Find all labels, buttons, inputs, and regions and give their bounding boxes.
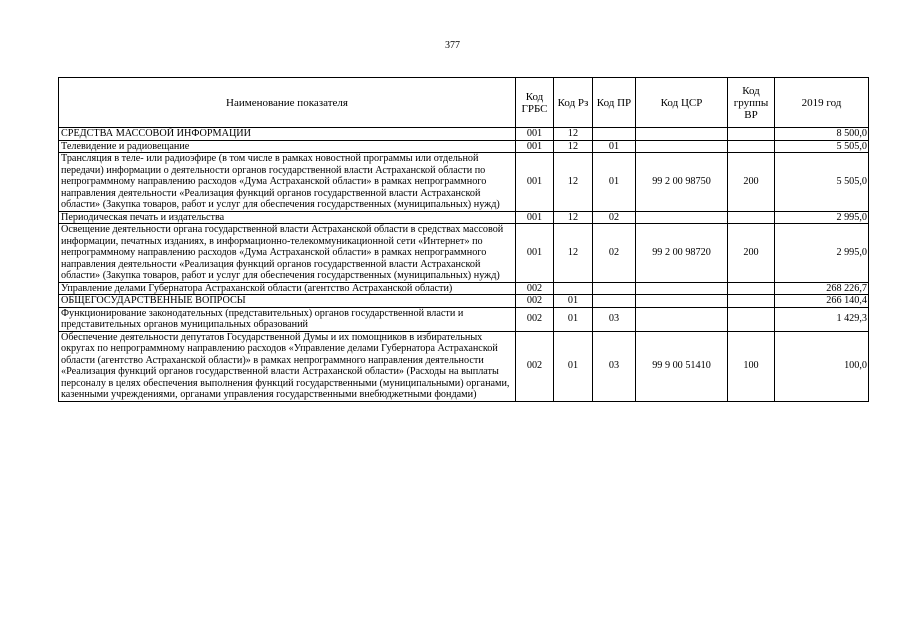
row-csr: 99 2 00 98750: [636, 153, 728, 212]
row-vr: 100: [728, 331, 775, 401]
header-csr: Код ЦСР: [636, 78, 728, 128]
row-rz: 12: [554, 224, 593, 283]
row-pr: 02: [593, 224, 636, 283]
row-rz: 01: [554, 307, 593, 331]
row-rz: 12: [554, 140, 593, 153]
row-csr: 99 2 00 98720: [636, 224, 728, 283]
row-rz: 12: [554, 153, 593, 212]
row-rz: 12: [554, 128, 593, 141]
row-vr: [728, 211, 775, 224]
row-pr: 02: [593, 211, 636, 224]
row-amount: 266 140,4: [775, 295, 869, 308]
table-row: [59, 307, 869, 331]
row-vr: [728, 128, 775, 141]
row-name: ОБЩЕГОСУДАРСТВЕННЫЕ ВОПРОСЫ: [59, 295, 516, 308]
row-name: Освещение деятельности органа государственной власти Астраханской области в средствах массовой информации, печатных изданиях, в информационно-телекоммуникационной сети «Интернет» по непрограммному направлению расходов «Дума Астраханской области» в рамках непрограммного направления деятельности «Реализация функций органов государственной власти Астраханской области» (Закупка товаров, работ и услуг для обеспечения государственных (муниципальных) нужд): [59, 224, 516, 283]
row-csr: [636, 307, 728, 331]
row-name: СРЕДСТВА МАССОВОЙ ИНФОРМАЦИИ: [59, 128, 516, 141]
row-rz: 01: [554, 331, 593, 401]
row-vr: [728, 282, 775, 295]
row-grbs: 001: [516, 211, 554, 224]
header-grbs: Код ГРБС: [516, 78, 554, 128]
row-amount: 2 995,0: [775, 224, 869, 283]
row-grbs: 001: [516, 140, 554, 153]
row-pr: 01: [593, 140, 636, 153]
row-csr: [636, 140, 728, 153]
row-csr: [636, 211, 728, 224]
row-amount: 2 995,0: [775, 211, 869, 224]
table-row: [59, 331, 869, 401]
table-row: [59, 211, 869, 224]
row-pr: [593, 128, 636, 141]
row-csr: 99 9 00 51410: [636, 331, 728, 401]
table-row: [59, 224, 869, 283]
row-vr: 200: [728, 224, 775, 283]
row-csr: [636, 295, 728, 308]
header-name: Наименование показателя: [59, 78, 516, 128]
row-pr: [593, 282, 636, 295]
row-name: Трансляция в теле- или радиоэфире (в том числе в рамках новостной программы или отдельной передачи) информации о деятельности органов государственной власти Астраханской области по непрограммному направлению расходов «Дума Астраханской области» в рамках непрограммного направления деятельности «Реализация функций органов государственной власти Астраханской области» (Закупка товаров, работ и услуг для обеспечения государственных (муниципальных) нужд): [59, 153, 516, 212]
row-pr: [593, 295, 636, 308]
row-amount: 100,0: [775, 331, 869, 401]
row-vr: [728, 295, 775, 308]
row-pr: 03: [593, 307, 636, 331]
row-name: Функционирование законодательных (представительных) органов государственной власти и представительных органов муниципальных образований: [59, 307, 516, 331]
row-amount: 268 226,7: [775, 282, 869, 295]
row-vr: [728, 307, 775, 331]
row-csr: [636, 282, 728, 295]
table-header-row: [59, 78, 869, 128]
row-amount: 5 505,0: [775, 140, 869, 153]
row-amount: 5 505,0: [775, 153, 869, 212]
row-grbs: 002: [516, 307, 554, 331]
header-rz: Код Рз: [554, 78, 593, 128]
row-rz: [554, 282, 593, 295]
row-name: Телевидение и радиовещание: [59, 140, 516, 153]
table-row: [59, 282, 869, 295]
table-row: [59, 128, 869, 141]
row-amount: 1 429,3: [775, 307, 869, 331]
row-grbs: 002: [516, 331, 554, 401]
row-pr: 01: [593, 153, 636, 212]
row-amount: 8 500,0: [775, 128, 869, 141]
row-grbs: 001: [516, 128, 554, 141]
row-rz: 12: [554, 211, 593, 224]
row-grbs: 002: [516, 282, 554, 295]
row-name: Управление делами Губернатора Астраханской области (агентство Астраханской области): [59, 282, 516, 295]
row-pr: 03: [593, 331, 636, 401]
row-grbs: 001: [516, 224, 554, 283]
row-csr: [636, 128, 728, 141]
header-vr: Код группы ВР: [728, 78, 775, 128]
row-grbs: 001: [516, 153, 554, 212]
table-row: [59, 295, 869, 308]
row-vr: [728, 140, 775, 153]
budget-table: [58, 77, 869, 402]
row-rz: 01: [554, 295, 593, 308]
page-number: 377: [445, 40, 460, 51]
row-name: Обеспечение деятельности депутатов Государственной Думы и их помощников в избирательных округах по непрограммному направлению расходов «Управление делами Губернатора Астраханской области (агентство Астраханской области)» в рамках непрограммного направления деятельности «Реализация функций органов государственной власти Астраханской области» (Расходы на выплаты персоналу в целях обеспечения выполнения функций государственными (муниципальными) органами, казенными учреждениями, органами управления государственными внебюджетными фондами): [59, 331, 516, 401]
row-name: Периодическая печать и издательства: [59, 211, 516, 224]
row-vr: 200: [728, 153, 775, 212]
table-row: [59, 153, 869, 212]
table-row: [59, 140, 869, 153]
header-pr: Код ПР: [593, 78, 636, 128]
header-year: 2019 год: [775, 78, 869, 128]
row-grbs: 002: [516, 295, 554, 308]
